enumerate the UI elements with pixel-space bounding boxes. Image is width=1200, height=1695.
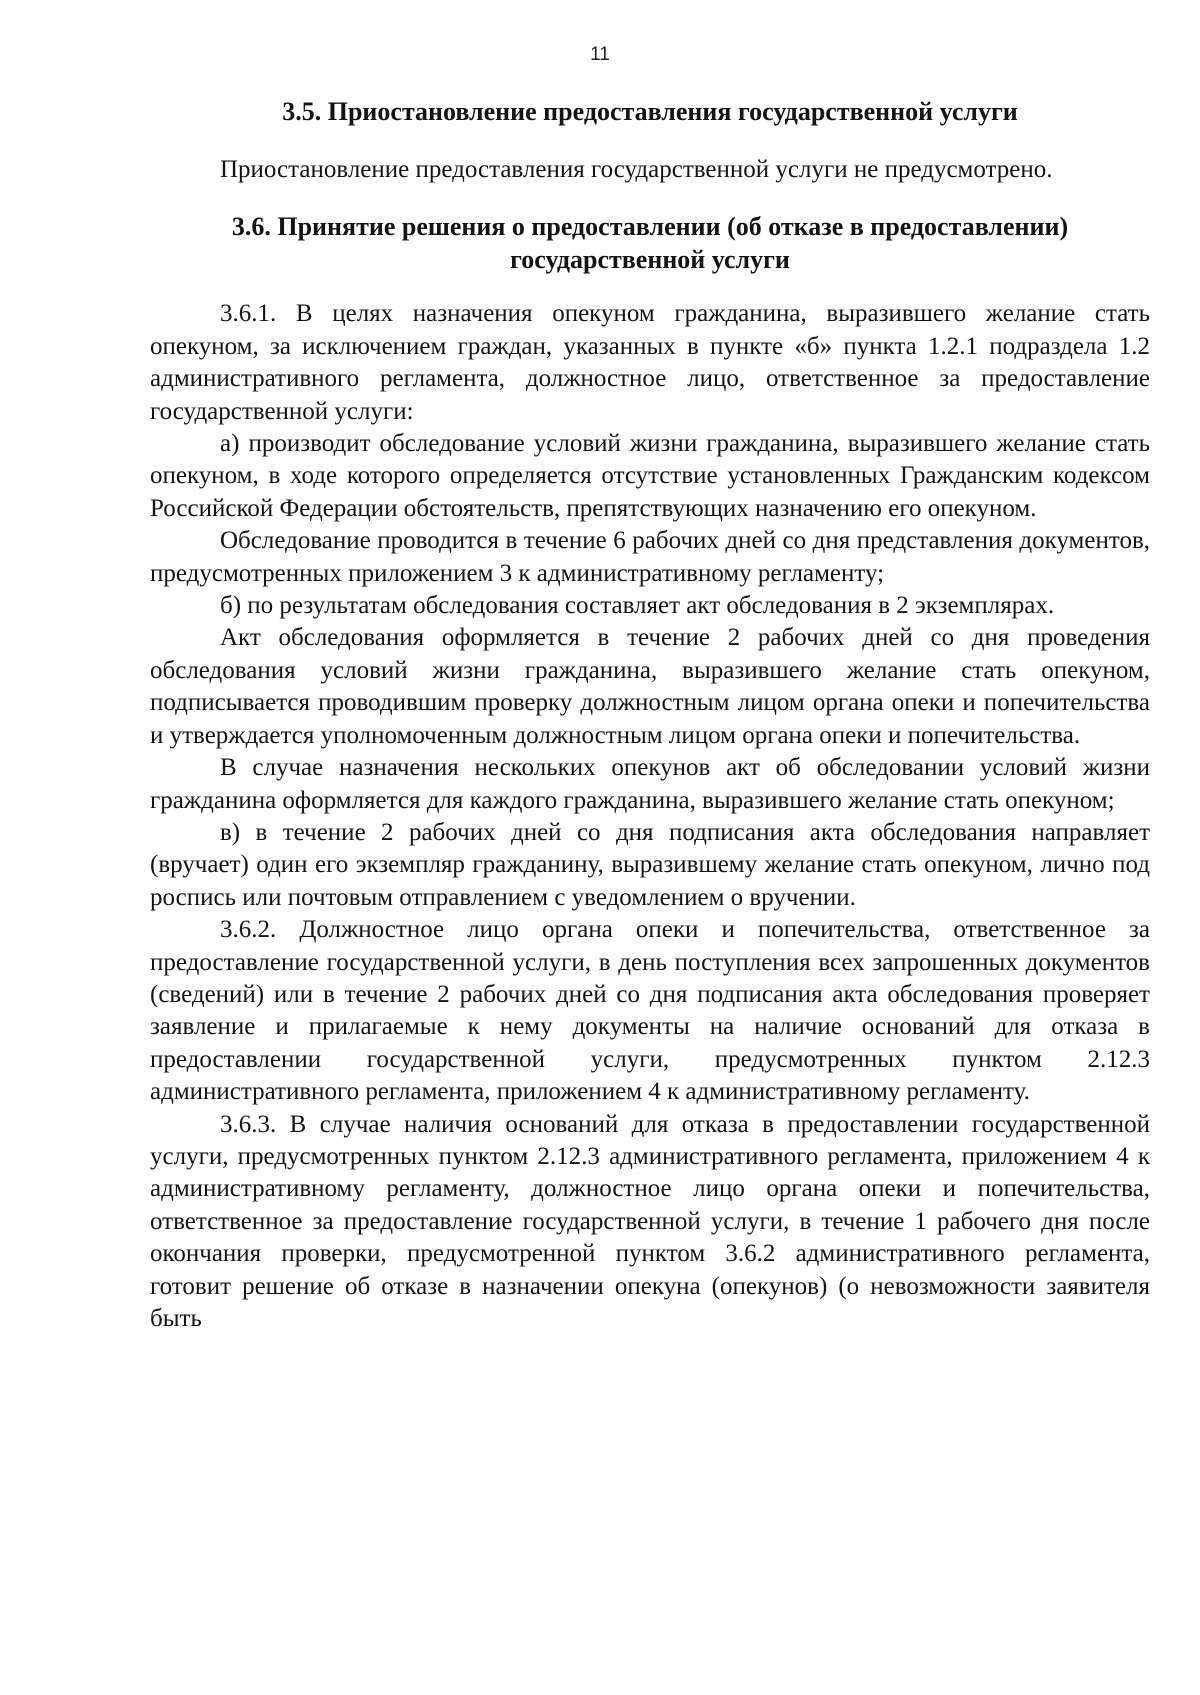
paragraph-inspection-act: Акт обследования оформляется в течение 2 рабочих дней со дня проведения обследования условий жизни гражданина, выразившего желание стать опекуном, подписывается проводившим проверку должностным лицом органа опеки и попечительства и утверждается уполномоченным должностным лицом органа опеки и попечительства. xyxy=(150,624,1150,749)
paragraph-3-5-text: Приостановление предоставления государственной услуги не предусмотрено. xyxy=(220,156,1053,183)
paragraph-item-b: б) по результатам обследования составляет акт обследования в 2 экземплярах. xyxy=(220,592,1055,620)
section-heading-3-6 xyxy=(150,210,1150,276)
paragraph-3-6-3: 3.6.3. В случае наличия оснований для отказа в предоставлении государственной услуги, предусмотренных пунктом 2.12.3 административного регламента, приложением 4 к административному регламенту, должностное лицо органа опеки и попечительства, ответственное за предоставление государственной услуги, в течение 1 рабочего дня после окончания проверки, предусмотренной пунктом 3.6.2 административного регламента, готовит решение об отказе в назначении опекуна (опекунов) (о невозможности заявителя быть xyxy=(150,1110,1150,1332)
section-heading-3-6-line1: 3.6. Принятие решения о предоставлении (об отказе в предоставлении) xyxy=(231,212,1069,242)
paragraph-item-v: в) в течение 2 рабочих дней со дня подписания акта обследования направляет (вручает) один его экземпляр гражданину, выразившему желание стать опекуном, лично под роспись или почтовым отправлением с уведомлением о вручении. xyxy=(150,818,1150,911)
section-heading-3-6-line2: государственной услуги xyxy=(510,245,790,275)
paragraph-item-a: а) производит обследование условий жизни гражданина, выразившего желание стать опекуном, в ходе которого определяется отсутствие установленных Гражданским кодексом Российской Федерации обстоятельств, препятствующих назначению его опекуном. xyxy=(150,430,1150,522)
page-number: 11 xyxy=(590,44,610,65)
paragraph-3-6-2: 3.6.2. Должностное лицо органа опеки и попечительства, ответственное за предоставление государственной услуги, в день поступления всех запрошенных документов (сведений) или в течение 2 рабочих дней со дня подписания акта обследования проверяет заявление и прилагаемые к нему документы на наличие оснований для отказа в предоставлении государственной услуги, предусмотренных пунктом 2.12.3 административного регламента, приложением 4 к административному регламенту. xyxy=(150,916,1150,1106)
paragraph-inspection-term: Обследование проводится в течение 6 рабочих дней со дня представления документов, предусмотренных приложением 3 к административному регламенту; xyxy=(150,527,1150,587)
section-heading-3-5: 3.5. Приостановление предоставления государственной услуги xyxy=(282,97,1018,126)
paragraph-3-6-1: 3.6.1. В целях назначения опекуном гражданина, выразившего желание стать опекуном, за исключением граждан, указанных в пункте «б» пункта 1.2.1 подраздела 1.2 административного регламента, должностное лицо, ответственное за предоставление государственной услуги: xyxy=(150,300,1150,425)
paragraph-multiple-guardians: В случае назначения нескольких опекунов акт об обследовании условий жизни гражданина оформляется для каждого гражданина, выразившего желание стать опекуном; xyxy=(150,754,1150,814)
page-content xyxy=(150,95,1150,1335)
